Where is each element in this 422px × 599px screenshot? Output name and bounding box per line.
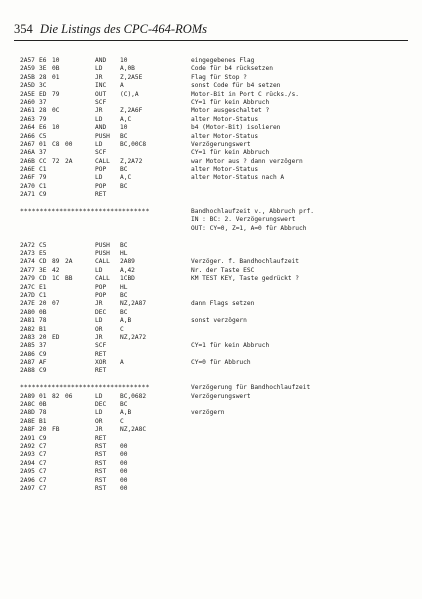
comment: Nr. der Taste ESC: [191, 266, 255, 274]
address: 2A94: [20, 459, 35, 467]
address: 2A73: [20, 249, 35, 257]
code-line: [20, 443, 415, 451]
section-header-line: [20, 384, 415, 392]
mnemonic: RET: [95, 434, 107, 442]
mnemonic: RET: [95, 350, 107, 358]
address: 2A83: [20, 333, 35, 341]
mnemonic: POP: [95, 283, 107, 291]
opcode-byte: 37: [39, 98, 47, 106]
code-line: [20, 149, 415, 157]
mnemonic: LD: [95, 174, 103, 182]
address: 2A77: [20, 266, 35, 274]
code-line: [20, 174, 415, 182]
opcode-byte: 72: [52, 157, 60, 165]
operand: BC: [120, 241, 128, 249]
operand: BC: [120, 401, 128, 409]
address: 2A7E: [20, 300, 35, 308]
opcode-byte: 00: [65, 140, 73, 148]
code-line: [20, 401, 415, 409]
address: 2A79: [20, 275, 35, 283]
operand: BC: [120, 132, 128, 140]
comment: Verzögerungswert: [191, 392, 251, 400]
code-line: [20, 141, 415, 149]
mnemonic: OUT: [95, 90, 107, 98]
address: 2A86: [20, 350, 35, 358]
code-line: [20, 409, 415, 417]
code-line: [20, 267, 415, 275]
section-comment: Bandhochlaufzeit v., Abbruch prf.: [191, 208, 314, 216]
mnemonic: XOR: [95, 359, 107, 367]
address: 2A80: [20, 308, 35, 316]
opcode-byte: 10: [52, 57, 60, 64]
opcode-byte: C7: [39, 468, 47, 476]
comment: dann Flags setzen: [191, 300, 255, 308]
opcode-byte: AF: [39, 359, 47, 367]
code-line: [20, 57, 415, 65]
opcode-byte: 20: [39, 300, 47, 308]
opcode-byte: CD: [39, 258, 47, 266]
opcode-byte: C7: [39, 459, 47, 467]
address: 2A6A: [20, 149, 35, 157]
mnemonic: JR: [95, 300, 103, 308]
code-line: [20, 158, 415, 166]
opcode-byte: C7: [39, 476, 47, 484]
address: 2A82: [20, 325, 35, 333]
mnemonic: POP: [95, 182, 107, 190]
mnemonic: DEC: [95, 401, 107, 409]
mnemonic: LD: [95, 392, 103, 400]
operand: BC: [120, 308, 128, 316]
opcode-byte: 42: [52, 266, 60, 274]
blank-line: [20, 376, 415, 384]
opcode-byte: E1: [39, 283, 47, 291]
code-line: [20, 435, 415, 443]
address: 2A74: [20, 258, 35, 266]
operand: BC,0682: [120, 392, 147, 400]
code-line: [20, 275, 415, 283]
address: 2A6E: [20, 166, 35, 174]
mnemonic: CALL: [95, 157, 110, 165]
operand: C: [120, 325, 124, 333]
mnemonic: PUSH: [95, 132, 110, 140]
operand: BC: [120, 291, 128, 299]
opcode-byte: C5: [39, 132, 47, 140]
operand: Z,2A5E: [120, 73, 143, 81]
opcode-byte: C9: [39, 434, 47, 442]
address: 2A97: [20, 484, 35, 492]
mnemonic: JR: [95, 107, 103, 115]
mnemonic: RST: [95, 451, 107, 459]
code-line: [20, 418, 415, 426]
comment: Motor ausgeschaltet ?: [191, 107, 270, 115]
opcode-byte: 79: [39, 174, 47, 182]
opcode-byte: C8: [52, 140, 60, 148]
opcode-byte: 20: [39, 333, 47, 341]
operand: A,B: [120, 317, 132, 325]
opcode-byte: C9: [39, 367, 47, 375]
code-line: [20, 292, 415, 300]
code-line: [20, 242, 415, 250]
address: 2A71: [20, 191, 35, 199]
operand: A: [120, 82, 124, 90]
blank-line: [20, 233, 415, 241]
mnemonic: PUSH: [95, 241, 110, 249]
address: 2A63: [20, 115, 35, 123]
opcode-byte: C1: [39, 182, 47, 190]
opcode-byte: 0B: [52, 65, 60, 73]
page-header: [14, 22, 408, 42]
address: 2A6F: [20, 174, 35, 182]
comment: alter Motor-Status: [191, 115, 259, 123]
comment: b4 (Motor-Bit) isolieren: [191, 124, 281, 132]
mnemonic: RET: [95, 191, 107, 199]
address: 2A96: [20, 476, 35, 484]
address: 2A89: [20, 392, 35, 400]
mnemonic: JR: [95, 333, 103, 341]
mnemonic: SCF: [95, 149, 107, 157]
comment-continuation-line: [20, 216, 415, 224]
code-line: [20, 133, 415, 141]
address: 2A93: [20, 451, 35, 459]
comment: CY=1 für kein Abbruch: [191, 149, 270, 157]
operand: A,C: [120, 174, 132, 182]
code-line: [20, 309, 415, 317]
address: 2A5E: [20, 90, 35, 98]
opcode-byte: 20: [39, 426, 47, 434]
operand: 00: [120, 476, 128, 484]
opcode-byte: 01: [39, 392, 47, 400]
address: 2A8D: [20, 409, 35, 417]
mnemonic: OR: [95, 325, 103, 333]
operand: A,0B: [120, 65, 135, 73]
section-comment: IN : BC: 2. Verzögerungswert: [191, 216, 296, 224]
code-line: [20, 326, 415, 334]
blank-line: [20, 200, 415, 208]
mnemonic: CALL: [95, 258, 110, 266]
opcode-byte: ED: [52, 333, 60, 341]
opcode-byte: 78: [39, 409, 47, 417]
code-line: [20, 359, 415, 367]
comment: KM TEST KEY, Taste gedrückt ?: [191, 275, 300, 283]
operand: BC,00C8: [120, 140, 147, 148]
opcode-byte: 28: [39, 73, 47, 81]
address: 2A66: [20, 132, 35, 140]
code-line: [20, 451, 415, 459]
operand: 2A89: [120, 258, 135, 266]
comment-continuation-line: [20, 225, 415, 233]
mnemonic: CALL: [95, 275, 110, 283]
operand: A,42: [120, 266, 135, 274]
code-line: [20, 300, 415, 308]
comment: Code für b4 rücksetzen: [191, 65, 273, 73]
mnemonic: AND: [95, 124, 107, 132]
section-header-line: [20, 208, 415, 216]
code-line: [20, 250, 415, 258]
opcode-byte: 01: [52, 73, 60, 81]
mnemonic: RST: [95, 484, 107, 492]
assembly-listing: [20, 57, 415, 493]
opcode-byte: E5: [39, 249, 47, 257]
mnemonic: RST: [95, 442, 107, 450]
mnemonic: RST: [95, 459, 107, 467]
address: 2A64: [20, 124, 35, 132]
opcode-byte: 0B: [39, 308, 47, 316]
opcode-byte: 37: [39, 149, 47, 157]
address: 2A88: [20, 367, 35, 375]
opcode-byte: C9: [39, 191, 47, 199]
code-line: [20, 367, 415, 375]
opcode-byte: 78: [39, 317, 47, 325]
address: 2A8E: [20, 417, 35, 425]
comment: war Motor aus ? dann verzögern: [191, 157, 303, 165]
code-line: [20, 460, 415, 468]
opcode-byte: 1C: [52, 275, 60, 283]
opcode-byte: 37: [39, 342, 47, 350]
mnemonic: RST: [95, 468, 107, 476]
operand: 10: [120, 124, 128, 132]
mnemonic: POP: [95, 291, 107, 299]
opcode-byte: 89: [52, 258, 60, 266]
mnemonic: AND: [95, 57, 107, 64]
code-line: [20, 468, 415, 476]
opcode-byte: BB: [65, 275, 73, 283]
code-line: [20, 191, 415, 199]
opcode-byte: C1: [39, 291, 47, 299]
mnemonic: RET: [95, 367, 107, 375]
code-line: [20, 317, 415, 325]
opcode-byte: 3C: [39, 82, 47, 90]
code-line: [20, 485, 415, 493]
page-number: 354: [14, 22, 33, 36]
operand: NZ,2A87: [120, 300, 147, 308]
operand: C: [120, 417, 124, 425]
operand: 00: [120, 451, 128, 459]
mnemonic: PUSH: [95, 249, 110, 257]
comment: eingegebenes Flag: [191, 57, 255, 64]
opcode-byte: C7: [39, 442, 47, 450]
opcode-byte: B1: [39, 417, 47, 425]
comment: Motor-Bit in Port C rücks./s.: [191, 90, 300, 98]
operand: A,C: [120, 115, 132, 123]
operand: HL: [120, 249, 128, 257]
address: 2A81: [20, 317, 35, 325]
comment: Verzögerungswert: [191, 140, 251, 148]
opcode-byte: C5: [39, 241, 47, 249]
section-comment: Verzögerung für Bandhochlaufzeit: [191, 384, 311, 392]
address: 2A67: [20, 140, 35, 148]
address: 2A91: [20, 434, 35, 442]
comment: verzögern: [191, 409, 225, 417]
address: 2A87: [20, 359, 35, 367]
opcode-byte: CD: [39, 275, 47, 283]
code-line: [20, 342, 415, 350]
operand: NZ,2A72: [120, 333, 147, 341]
address: 2A85: [20, 342, 35, 350]
address: 2A92: [20, 442, 35, 450]
address: 2A95: [20, 468, 35, 476]
operand: Z,2A6F: [120, 107, 143, 115]
code-line: [20, 74, 415, 82]
code-line: [20, 91, 415, 99]
operand: BC: [120, 166, 128, 174]
operand: A: [120, 359, 124, 367]
opcode-byte: 07: [52, 300, 60, 308]
address: 2A59: [20, 65, 35, 73]
opcode-byte: 0B: [39, 401, 47, 409]
operand: 10: [120, 57, 128, 64]
opcode-byte: 79: [39, 115, 47, 123]
mnemonic: LD: [95, 266, 103, 274]
operand: NZ,2A8C: [120, 426, 147, 434]
opcode-byte: 79: [52, 90, 60, 98]
comment: alter Motor-Status: [191, 166, 259, 174]
mnemonic: JR: [95, 73, 103, 81]
code-line: [20, 124, 415, 132]
opcode-byte: FB: [52, 426, 60, 434]
address: 2A7C: [20, 283, 35, 291]
opcode-byte: 01: [39, 140, 47, 148]
opcode-byte: 0C: [52, 107, 60, 115]
operand: HL: [120, 283, 128, 291]
opcode-byte: C9: [39, 350, 47, 358]
code-line: [20, 477, 415, 485]
opcode-byte: ED: [39, 90, 47, 98]
opcode-byte: 10: [52, 124, 60, 132]
operand: 00: [120, 468, 128, 476]
opcode-byte: 3E: [39, 266, 47, 274]
code-line: [20, 82, 415, 90]
mnemonic: SCF: [95, 342, 107, 350]
opcode-byte: 3E: [39, 65, 47, 73]
code-line: [20, 183, 415, 191]
code-line: [20, 65, 415, 73]
operand: BC: [120, 182, 128, 190]
operand: A,B: [120, 409, 132, 417]
opcode-byte: 82: [52, 392, 60, 400]
code-line: [20, 351, 415, 359]
address: 2A61: [20, 107, 35, 115]
code-line: [20, 393, 415, 401]
mnemonic: JR: [95, 426, 103, 434]
asterisk-separator: *********************************: [20, 384, 150, 392]
address: 2A7D: [20, 291, 35, 299]
comment: sonst verzögern: [191, 317, 247, 325]
opcode-byte: 2A: [65, 258, 73, 266]
comment: Verzöger. f. Bandhochlaufzeit: [191, 258, 300, 266]
operand: 00: [120, 442, 128, 450]
mnemonic: INC: [95, 82, 107, 90]
comment: CY=1 für kein Abbruch: [191, 342, 270, 350]
comment: CY=1 für kein Abbruch: [191, 98, 270, 106]
mnemonic: LD: [95, 317, 103, 325]
address: 2A5B: [20, 73, 35, 81]
mnemonic: SCF: [95, 98, 107, 106]
code-line: [20, 284, 415, 292]
opcode-byte: 28: [39, 107, 47, 115]
address: 2A6B: [20, 157, 35, 165]
opcode-byte: B1: [39, 325, 47, 333]
comment: alter Motor-Status: [191, 132, 259, 140]
address: 2A5D: [20, 82, 35, 90]
opcode-byte: CC: [39, 157, 47, 165]
comment: CY=0 für Abbruch: [191, 359, 251, 367]
comment: Flag für Stop ?: [191, 73, 247, 81]
asterisk-separator: *********************************: [20, 208, 150, 216]
opcode-byte: E6: [39, 124, 47, 132]
comment: sonst Code für b4 setzen: [191, 82, 281, 90]
mnemonic: LD: [95, 140, 103, 148]
address: 2A60: [20, 98, 35, 106]
operand: Z,2A72: [120, 157, 143, 165]
code-line: [20, 116, 415, 124]
operand: 00: [120, 484, 128, 492]
operand: (C),A: [120, 90, 139, 98]
code-line: [20, 107, 415, 115]
mnemonic: LD: [95, 115, 103, 123]
mnemonic: RST: [95, 476, 107, 484]
header-rule: [14, 40, 408, 41]
code-line: [20, 99, 415, 107]
code-line: [20, 426, 415, 434]
mnemonic: DEC: [95, 308, 107, 316]
code-line: [20, 258, 415, 266]
comment: alter Motor-Status nach A: [191, 174, 285, 182]
page-title: Die Listings des CPC-464-ROMs: [40, 22, 208, 36]
operand: 1CBD: [120, 275, 135, 283]
opcode-byte: C7: [39, 451, 47, 459]
opcode-byte: 2A: [65, 157, 73, 165]
opcode-byte: E6: [39, 57, 47, 64]
opcode-byte: C1: [39, 166, 47, 174]
code-line: [20, 334, 415, 342]
mnemonic: LD: [95, 65, 103, 73]
address: 2A8F: [20, 426, 35, 434]
opcode-byte: C7: [39, 484, 47, 492]
section-comment: OUT: CY=0, Z=1, A=0 für Abbruch: [191, 224, 307, 232]
address: 2A72: [20, 241, 35, 249]
address: 2A70: [20, 182, 35, 190]
mnemonic: OR: [95, 417, 103, 425]
code-line: [20, 166, 415, 174]
operand: 00: [120, 459, 128, 467]
opcode-byte: 06: [65, 392, 73, 400]
mnemonic: LD: [95, 409, 103, 417]
address: 2A8C: [20, 401, 35, 409]
mnemonic: POP: [95, 166, 107, 174]
address: 2A57: [20, 57, 35, 64]
